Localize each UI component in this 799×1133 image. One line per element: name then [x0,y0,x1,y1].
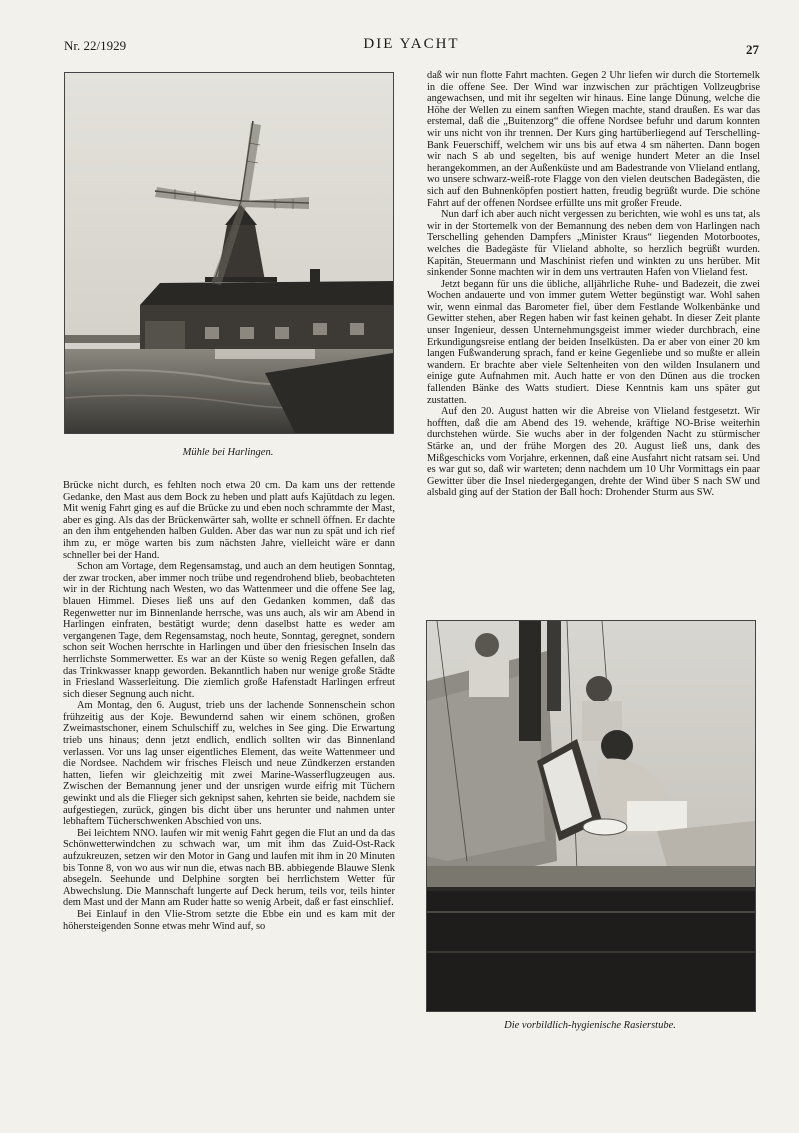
windmill-photo [64,72,394,434]
left-paragraph: Bei leichtem NNO. laufen wir mit wenig Fahrt gegen die Flut an und da das Schönwetterwindchen zu schwach war, um mit ihm das Zuid-Ost-Rack aufzukreuzen, setzen wir den Motor in Gang und laufen mit ihm in 20 Minuten bis Tonne 8, von wo aus wir nun die, etwas nach BB. abbiegende Blauwe Slenk absegeln. Seehunde und Delphine sorgten bei herrlichstem Wetter für Abwechslung. Die Mannschaft lungerte auf Deck herum, teils vor, teils hinter dem Mast und der Mann am Ruder hatte so wenig Arbeit, daß er fast einschlief. [63,827,395,909]
left-paragraph: Brücke nicht durch, es fehlten noch etwa 20 cm. Da kam uns der rettende Gedanke, den Mast aus dem Bock zu heben und platt aufs Kajütdach zu legen. Mit wenig Fahrt ging es auf die Brücke zu und eben noch schrammte der Mast, aber es ging. Als das der Brückenwärter sah, wollte er schnell öffnen. Er dachte an den ihm entgehenden halben Gulden. Aber das war nun zu spät und ich rief ihm zu, er möge warten bis zum nächsten Jahre, vielleicht wäre er dann schneller bei der Hand. [63,480,395,561]
page-header [64,36,759,56]
left-text-column [63,480,395,932]
issue-number: Nr. 22/1929 [64,38,127,53]
shaving-caption: Die vorbildlich-hygienische Rasierstube. [504,1020,676,1031]
magazine-title: DIE YACHT [363,36,460,52]
right-paragraph: daß wir nun flotte Fahrt machten. Gegen 2 Uhr liefen wir durch die Stortemelk in die offene See. Der Wind war inzwischen zur prächtigen Vollzeugbrise angewachsen, und mit ihr segelten wir hinaus. Eine lange Dünung, welche die Höhe der Wellen zu einem sanften Wiegen machte, stand draußen. Es war das erstemal, daß die „Buitenzorg“ die offene Nordsee befuhr und darum konnten wir uns nicht von ihr trennen. Der Kurs ging hartüberliegend auf Terschelling-Bank Feuerschiff, welchem wir uns bis auf etwa 4 sm näherten. Dann bogen wir nach S ab und segelten, bis auf wenige hundert Meter an die Insel herangekommen, an der Außenküste und am Badestrande von Vlieland entlang, wo unsere schwarz-weiß-rote Flagge von den vielen deutschen Badegästen, die sich auf den Buhnenköpfen postiert hatten, freudig begrüßt wurde. Die schöne Fahrt auf der offenen Nordsee erfüllte uns mit großer Freude. [427,70,760,209]
page-number: 27 [746,42,759,57]
left-paragraph: Schon am Vortage, dem Regensamstag, und auch an dem heutigen Sonntag, der zwar trocken, aber immer noch trübe und regendrohend blieb, beobachteten wir in der Richtung nach Westen, wo das Wattenmeer und die offene See lag, blauen Himmel. Dieses ließ uns auf den Gedanken kommen, daß das Regenwetter nur im Binnenlande herrsche, was uns auch, als wir am Abend in Harlingen einfraten, bestätigt wurde; denn daselbst hatte es weder am vergangenen Tage, dem Regensamstag, noch heute, Sonntag, geregnet, sondern schon seit Wochen herrschte in Harlingen und über den friesischen Inseln das herrlichste Sommerwetter. Es war an der Küste so wenig Regen gefallen, daß das Trinkwasser knapp geworden. Bekanntlich haben nur wenige große Städte in Friesland Wasserleitung. Die ziemlich große Hafenstadt Harlingen erfreut sich dieser Segnung auch nicht. [63,561,395,700]
right-paragraph: Auf den 20. August hatten wir die Abreise von Vlieland festgesetzt. Wir hofften, daß die am Abend des 19. wehende, kräftige NO-Brise weiterhin durchstehen würde. Sie wuchs aber in der folgenden Nacht zu stürmischer Stärke an, und der frühe Morgen des 20. August ließ uns, dank des Mißgeschicks vom Vorjahre, erkennen, daß eine Ausfahrt nicht ratsam sei. Und es war gut so, daß wir warteten; denn nachdem um 10 Uhr Vormittags ein paar Gewitter über die Insel niedergegangen, drehte der Wind über S nach SW und alsbald ging auf der Station der Ball hoch: Drohender Sturm aus SW. [427,406,760,499]
right-paragraph: Nun darf ich aber auch nicht vergessen zu berichten, wie wohl es uns tat, als wir in der Stortemelk von der Bemannung des neben dem von Harlingen nach Terschelling gehenden Dampfers „Minister Kraus“ liegenden Motorbootes, welches die Badegäste für Vlieland abholte, so herzlich begrüßt wurden. Kapitän, Steuermann und Maschinist riefen und winkten zu uns herüber. Mit sinkender Sonne machten wir in dem uns vertrauten Hafen von Vlieland fest. [427,209,760,279]
windmill-caption: Mühle bei Harlingen. [182,447,274,458]
right-paragraph: Jetzt begann für uns die übliche, alljährliche Ruhe- und Badezeit, die zwei Wochen andauerte und von immer gutem Wetter begünstigt war. Wohl sahen wir, wenn einmal das Barometer fiel, über dem Festlande Wolkenbänke und Gewitter stehen, aber Regen haben wir fast keinen gehabt. In dieser Zeit plante unser Ingenieur, dessen Unternehmungsgeist immer wieder durchbrach, eine Erkundigungsreise entlang der beiden Inselküsten. Da er aber von einer 20 km langen Fußwanderung sprach, fand er keine Gegenliebe und so mußte er allein wandern. Er brachte aber viele Seltenheiten von den wilden Insulanern und einige gute Aufnahmen mit. Auch hatte er von den Dünen aus die trocken fallenden Bänke des Watts studiert. Diese Kenntnis kam uns später gut zustatten. [427,278,760,406]
left-paragraph: Am Montag, den 6. August, trieb uns der lachende Sonnenschein schon frühzeitig aus der Koje. Bewundernd sahen wir einem schönen, großen Zweimastschoner, einem Schulschiff zu, welches in See ging. Die Erwartung trieb uns hinaus; denn jetzt endlich, endlich sollten wir das Binnenland verlassen. Vor uns lag unser eigentliches Element, das weite Wattenmeer und die Nordsee. Nachdem wir frisches Fleisch und neue Zündkerzen erstanden hatten, liefen wir gleichzeitig mit zwei Marine-Wasserflugzeugen aus. Zwischen der Bemannung jener und der unsrigen wurde eifrig mit Tüchern gewinkt und als die Flieger sich geknipst sahen, kehrten sie beide, nachdem sie aufgestiegen, zurück, gingen bis dicht über uns herunter und nahmen unter lebhaftem Tücherschwenken Abschied von uns. [63,700,395,828]
shaving-photo [426,620,756,1012]
right-text-column [427,70,760,499]
left-paragraph: Bei Einlauf in den Vlie-Strom setzte die Ebbe ein und es kam mit der höhersteigenden Sonne etwas mehr Wind auf, so [63,908,395,932]
